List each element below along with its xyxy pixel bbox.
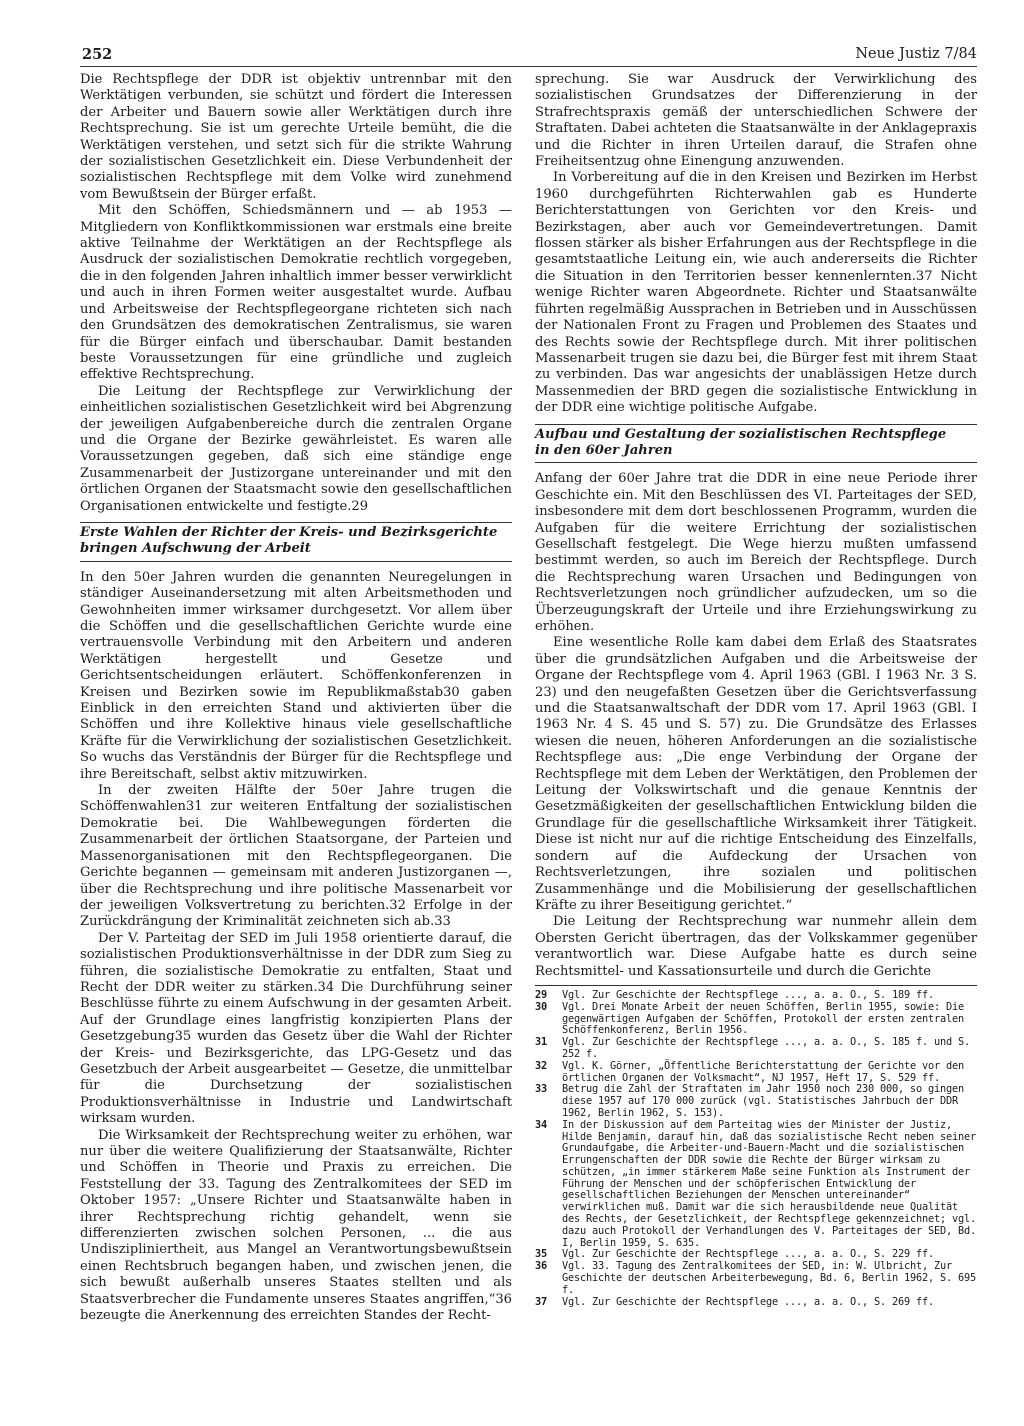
footnote-text: Vgl. 33. Tagung des Zentralkomitees der SED, in: W. Ulbricht, Zur Geschichte der deutschen Arbeiterbewegung, Bd. 6, Berlin 1962, S. 695 f. <box>562 1260 976 1296</box>
footnote-number: 31 <box>535 1036 547 1049</box>
paragraph: In den 50er Jahren wurden die genannten Neuregelungen in ständiger Auseinandersetzung mit alten Arbeitsmethoden und Gewohnheiten immer wirksamer durchgesetzt. Vor allem über die Schöffen und die gesellschaftlichen Gerichte wurde eine vertrauensvolle Verbindung mit den Arbeitern und anderen Werktätigen hergestellt und Gesetze und Gerichtsentscheidungen erläutert. Schöffenkonferenzen in Kreisen und Bezirken sowie im Republikmaßstab30 gaben Einblick in den erreichten Stand und aktivierten über die Schöffen und ihre Kollektive hinaus viele gesellschaftliche Kräfte für die Verwirklichung der sozialistischen Gesetzlichkeit. So wuchs das Verständnis der Bürger für die Rechtspflege und ihre Bereitschaft, selbst aktiv mitzuwirken. <box>80 569 512 782</box>
footnote <box>535 1261 977 1296</box>
paragraph: sprechung. Sie war Ausdruck der Verwirklichung des sozialistischen Grundsatzes der Differenzierung in der Strafrechtspraxis gemäß der unterschiedlichen Schwere der Straftaten. Dabei achteten die Staatsanwälte in der Anklagepraxis und die Richter in ihren Urteilen darauf, die Strafen ohne Freiheitsentzug ohne Einengung anzuwenden. <box>535 72 977 170</box>
section-heading-line: bringen Aufschwung der Arbeit <box>80 541 311 557</box>
paragraph: Der V. Parteitag der SED im Juli 1958 orientierte darauf, die sozialistischen Produktionsverhältnisse in der DDR zum Sieg zu führen, die sozialistische Demokratie zu entfalten, Staat und Recht der DDR weiter zu stärken.34 Die Durchführung seiner Beschlüsse führte zu einem Aufschwung in der gesamten Arbeit. Auf der Grundlage eines langfristig konzipierten Plans der Gesetzgebung35 wurden das Gesetz über die Wahl der Richter der Kreis- und Bezirksgerichte, das LPG-Gesetz und das Gesetzbuch der Arbeit ausgearbeitet — Gesetze, die unmittelbar für die Durchsetzung der sozialistischen Produktionsverhältnisse in Industrie und Landwirtschaft wirksam wurden. <box>80 930 512 1127</box>
section-heading <box>80 522 512 562</box>
footnote-number: 33 <box>535 1083 547 1096</box>
footnote-number: 30 <box>535 1000 547 1013</box>
footnote <box>535 1037 977 1061</box>
footnote-text: Vgl. Zur Geschichte der Rechtspflege ..., a. a. O., S. 229 ff. <box>562 1248 934 1261</box>
footnote-text: Vgl. Zur Geschichte der Rechtspflege ..., a. a. O., S. 269 ff. <box>562 1295 934 1308</box>
footnote-text: Betrug die Zahl der Straftaten im Jahr 1950 noch 230 000, so gingen diese 1957 auf 170 000 zurück (vgl. Statistisches Jahrbuch der DDR 1962, Berlin 1962, S. 153). <box>562 1083 964 1119</box>
journal-title: Neue Justiz 7/84 <box>855 46 977 62</box>
right-column <box>535 72 977 1308</box>
footnote-text: Vgl. Zur Geschichte der Rechtspflege ..., a. a. O., S. 185 f. und S. 252 f. <box>562 1036 970 1060</box>
footnote-text: Vgl. Drei Monate Arbeit der neuen Schöffen, Berlin 1955, sowie: Die gegenwärtigen Aufgaben der Schöffen, Protokoll der ersten zentralen Schöffenkonferenz, Berlin 1956. <box>562 1000 964 1037</box>
footnote-number: 32 <box>535 1059 547 1072</box>
footnote <box>535 990 977 1002</box>
paragraph: Die Leitung der Rechtsprechung war nunmehr allein dem Obersten Gericht übertragen, das der Volkskammer gegenüber verantwortlich war. Diese Aufgabe hatte es durch seine Rechtsmittel- und Kassationsurteile und durch die Gerichte <box>535 914 977 979</box>
footnote-text: In der Diskussion auf dem Parteitag wies der Minister der Justiz, Hilde Benjamin, darauf hin, daß das sozialistische Recht neben seiner Grundaufgabe, die Arbeiter-und-Bauern-Macht und die sozialistischen Errungenschaften der DDR sowie die Rechte der Bürger wirksam zu schützen, „in immer stärkerem Maße seine Funktion als Instrument der Führung der Menschen und der schöpferischen Entwicklung der gesellschaftlichen Beziehungen der Menschen untereinander“ verwirklichen muß. Damit war die sich herausbildende neue Qualität des Rechts, der Gesetzlichkeit, der Rechtspflege gekennzeichnet; vgl. dazu auch Protokoll der Verhandlungen des V. Parteitages der SED, Bd. I, Berlin 1959, S. 635. <box>562 1118 976 1249</box>
paragraph: Die Leitung der Rechtspflege zur Verwirklichung der einheitlichen sozialistischen Gesetzlichkeit wird bei Abgrenzung der jeweiligen Aufgabenbereiche durch die zentralen Organe und die Organe der Bezirke gewährleistet. Es waren alle Voraussetzungen gegeben, daß sich eine ständige enge Zusammenarbeit der Justizorgane untereinander und mit den örtlichen Organen der Staatsmacht sowie den gesellschaftlichen Organisationen entwickelte und festigte.29 <box>80 383 512 514</box>
footnote <box>535 1061 977 1085</box>
paragraph: Mit den Schöffen, Schiedsmännern und — ab 1953 — Mitgliedern von Konfliktkommissionen war erstmals eine breite aktive Teilnahme der Werktätigen an der Rechtspflege als Ausdruck der sozialistischen Demokratie rechtlich vorgegeben, die in den folgenden Jahren inhaltlich immer besser verwirklicht und auch in ihren Formen weiter ausgestaltet wurde. Aufbau und Arbeitsweise der Rechtspflegeorgane richteten sich nach den Grundsätzen des demokratischen Zentralismus, sie waren für die Bürger einfach und überschaubar. Damit bestanden beste Voraussetzungen für eine gründliche und zugleich effektive Rechtsprechung. <box>80 203 512 383</box>
footnote <box>535 1002 977 1037</box>
page-number: 252 <box>82 46 113 63</box>
section-heading-line: Erste Wahlen der Richter der Kreis- und Bezirksgerichte <box>80 524 498 540</box>
section-heading <box>535 424 977 464</box>
footnote-number: 37 <box>535 1295 547 1308</box>
section-heading-line: in den 60er Jahren <box>535 442 673 458</box>
footnote-number: 34 <box>535 1118 547 1131</box>
footnote <box>535 1297 977 1309</box>
paragraph: In Vorbereitung auf die in den Kreisen und Bezirken im Herbst 1960 durchgeführten Richterwahlen gab es Hunderte Berichterstattungen von Gerichten vor den Kreis- und Bezirkstagen, aber auch vor Gemeindevertretungen. Damit flossen stärker als bisher Erfahrungen aus der Rechtspflege in die gesamtstaatliche Leitung ein, wie auch andererseits die Richter die Situation in den Territorien besser kennenlernten.37 Nicht wenige Richter waren Abgeordnete. Richter und Staatsanwälte führten regelmäßig Aussprachen in Betrieben und in Ausschüssen der Nationalen Front zu Fragen und Problemen des Staates und des Rechts sowie der Rechtspflege durch. Mit ihrer politischen Massenarbeit trugen sie dazu bei, die Bürger fest mit ihrem Staat zu verbinden. Das war angesichts der unablässigen Hetze durch Massenmedien der BRD gegen die sozialistische Entwicklung in der DDR eine wichtige politische Aufgabe. <box>535 170 977 416</box>
page-header <box>80 44 977 67</box>
footnote <box>535 1084 977 1119</box>
footnote-text: Vgl. K. Görner, „Öffentliche Berichterstattung der Gerichte vor den örtlichen Organen der Volksmacht“, NJ 1957, Heft 17, S. 529 ff. <box>562 1059 964 1084</box>
paragraph: Die Wirksamkeit der Rechtsprechung weiter zu erhöhen, war nur über die weitere Qualifizierung der Staatsanwälte, Richter und Schöffen in Theorie und Praxis zu erreichen. Die Feststellung der 33. Tagung des Zentralkomitees der SED im Oktober 1957: „Unsere Richter und Staatsanwälte haben in ihrer Rechtsprechung richtig gehandelt, wenn sie differenzierten zwischen solchen Personen, ... die aus Undiszipliniertheit, aus Mangel an Verantwortungsbewußtsein einen Rechtsbruch begangen haben, und zwischen jenen, die sich bewußt außerhalb unseres Staates stellten und als Staatsverbrecher die Fundamente unseres Staates angriffen,“36 bezeugte die Anerkennung des erreichten Standes der Recht- <box>80 1127 512 1324</box>
paragraph: In der zweiten Hälfte der 50er Jahre trugen die Schöffenwahlen31 zur weiteren Entfaltung der sozialistischen Demokratie bei. Die Wahlbewegungen förderten die Zusammenarbeit der örtlichen Staatsorgane, der Parteien und Massenorganisationen mit den Rechtspflegeorganen. Die Gerichte begannen — gemeinsam mit anderen Justizorganen —, über die Rechtsprechung und ihre politische Massenarbeit vor der jeweiligen Volksvertretung zu berichten.32 Erfolge in der Zurückdrängung der Kriminalität zeichneten sich ab.33 <box>80 783 512 930</box>
footnote-number: 29 <box>535 988 547 1001</box>
paragraph: Anfang der 60er Jahre trat die DDR in eine neue Periode ihrer Geschichte ein. Mit den Beschlüssen des VI. Parteitages der SED, insbesondere mit dem dort beschlossenen Programm, wurden die Aufgaben für die weitere Errichtung der sozialistischen Gesellschaft festgelegt. Die Wege hierzu mußten umfassend bestimmt werden, so auch im Bereich der Rechtspflege. Durch die Rechtsprechung waren Ursachen und Bedingungen von Rechtsverletzungen noch gründlicher aufzudecken, um so die Überzeugungskraft der Urteile und ihre Erziehungswirkung zu erhöhen. <box>535 471 977 634</box>
left-column <box>80 72 512 1324</box>
section-heading-line: Aufbau und Gestaltung der sozialistischen Rechtspflege <box>535 426 947 442</box>
footnote <box>535 1120 977 1250</box>
footnotes <box>535 985 977 1309</box>
footnote-number: 35 <box>535 1248 547 1261</box>
footnote-text: Vgl. Zur Geschichte der Rechtspflege ..., a. a. O., S. 189 ff. <box>562 988 934 1001</box>
paragraph: Eine wesentliche Rolle kam dabei dem Erlaß des Staatsrates über die grundsätzlichen Aufgaben und die Arbeitsweise der Organe der Rechtspflege vom 4. April 1963 (GBl. I 1963 Nr. 3 S. 23) und den neugefaßten Gesetzen über die Gerichtsverfassung und die Staatsanwaltschaft der DDR vom 17. April 1963 (GBl. I 1963 Nr. 4 S. 45 und S. 57) zu. Die Grundsätze des Erlasses wiesen die neuen, höheren Anforderungen an die sozialistische Rechtspflege aus: „Die enge Verbindung der Organe der Rechtspflege mit dem Leben der Werktätigen, den Problemen der Leitung der Volkswirtschaft und die genaue Kenntnis der Gesetzmäßigkeiten der gesellschaftlichen Entwicklung bilden die Grundlage für die gesellschaftliche Wirksamkeit ihrer Tätigkeit. Diese ist nicht nur auf die richtige Entscheidung des Einzelfalls, sondern auf die Aufdeckung der Ursachen von Rechtsverletzungen, ihre sozialen und politischen Zusammenhänge und die Mobilisierung der gesellschaftlichen Kräfte zu ihrer Beseitigung gerichtet.“ <box>535 635 977 913</box>
paragraph: Die Rechtspflege der DDR ist objektiv untrennbar mit den Werktätigen verbunden, sie schützt und fördert die Interessen der Arbeiter und Bauern sowie aller Werktätigen durch ihre Rechtsprechung. Sie ist um gerechte Urteile bemüht, die die Werktätigen verstehen, und setzt sich für die strikte Wahrung der sozialistischen Gesetzlichkeit ein. Diese Verbundenheit der sozialistischen Rechtspflege mit dem Volke wird zunehmend vom Bewußtsein der Bürger erfaßt. <box>80 72 512 202</box>
footnote-number: 36 <box>535 1260 547 1273</box>
